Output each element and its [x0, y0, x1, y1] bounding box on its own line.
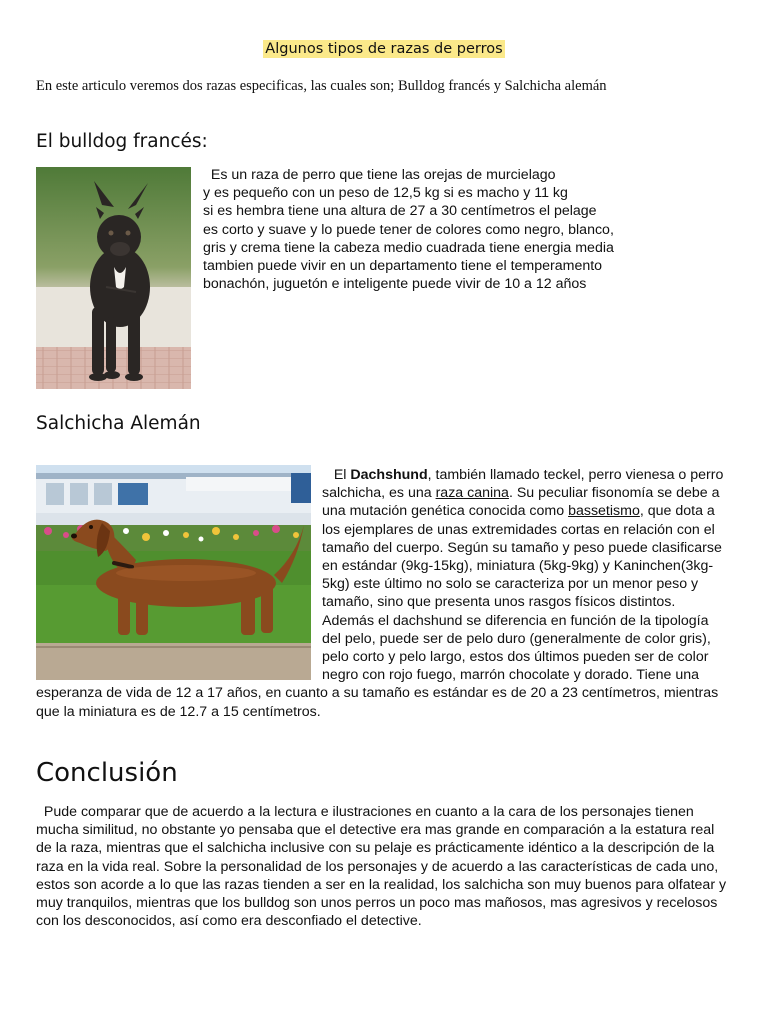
dachshund-text-b: . Su peculiar fisonomía se debe a una mutación genética conocida como — [322, 485, 720, 520]
french-bulldog-photo — [36, 167, 191, 389]
bulldog-line: tambien puede vivir en un departamento tiene el temperamento — [203, 258, 603, 275]
bulldog-line: si es hembra tiene una altura de 27 a 30 centímetros el pelage — [203, 203, 597, 220]
intro-paragraph: En este articulo veremos dos razas especificas, las cuales son; Bulldog francés y Salchicha alemán — [36, 78, 607, 94]
bassetismo-link[interactable]: bassetismo — [568, 503, 640, 520]
dachshund-text-a: , también llamado teckel, perro vienesa o perro salchicha, es una — [322, 467, 724, 502]
dachshund-lead: El — [333, 467, 351, 483]
image-float-spacer — [36, 466, 322, 684]
bulldog-line: Es un raza de perro que tiene las orejas de murcielago — [203, 167, 556, 183]
dachshund-heading: Salchicha Alemán — [36, 413, 201, 434]
bulldog-line: gris y crema tiene la cabeza medio cuadrada tiene energia media — [203, 239, 614, 256]
conclusion-heading: Conclusión — [36, 758, 178, 788]
document-title-text: Algunos tipos de razas de perros — [265, 41, 503, 57]
raza-canina-link[interactable]: raza canina — [435, 485, 509, 502]
dachshund-description — [36, 466, 726, 721]
bulldog-description — [203, 166, 663, 293]
bulldog-line: bonachón, juguetón e inteligente puede vivir de 10 a 12 años — [203, 276, 587, 293]
conclusion-paragraph: Pude comparar que de acuerdo a la lectura e ilustraciones en cuanto a la cara de los personajes tienen mucha similitud, no obstante yo pensaba que el detective era mas grande en comparación a la estatura real de la raza, mientras que el salchicha inclusive con su pelaje es prácticamente idéntico a la descripción de la raza en la vida real. Sobre la personalidad de los personajes y de acuerdo a las características de cada uno, estos son acorde a lo que las razas tienden a ser en la realidad, los salchicha son muy buenos para olfatear y muy tranquilos, mientras que los bulldog son unos perros un poco mas mañosos, mas agresivos y recelosos con los desconocidos, así como era desconfiado el detective. — [36, 804, 731, 930]
dachshund-text-c: , que dota a los ejemplares de unas extremidades cortas en relación con el tamaño del cuerpo. Según su tamaño y peso puede clasificarse en estándar (9kg-15kg), miniatura (5kg-9kg) y Kaninchen(3kg-5kg) este último no solo se caracteriza por un menor peso y tamaño, sino que presenta unos rasgos físicos distintos. Además el dachshund se diferencia en función de la tipología del pelo, puede ser de pelo duro (generalmente de color gris), pelo corto y pelo largo, estos dos últimos pueden ser de color negro con rojo fuego, marrón chocolate y dorado. Tiene una esperanza de vida de 12 a 17 años, en cuanto a su tamaño es estándar es de 20 a 23 centímetros, mientras que la miniatura es de 12.7 a 15 centímetros. — [36, 503, 722, 720]
bulldog-line: y es pequeño con un peso de 12,5 kg si es macho y 11 kg — [203, 185, 568, 202]
document-title — [0, 39, 768, 59]
bulldog-line: es corto y suave y lo puede tener de colores como negro, blanco, — [203, 221, 614, 238]
bulldog-heading: El bulldog francés: — [36, 131, 208, 152]
dachshund-bold-name: Dachshund — [350, 467, 428, 483]
